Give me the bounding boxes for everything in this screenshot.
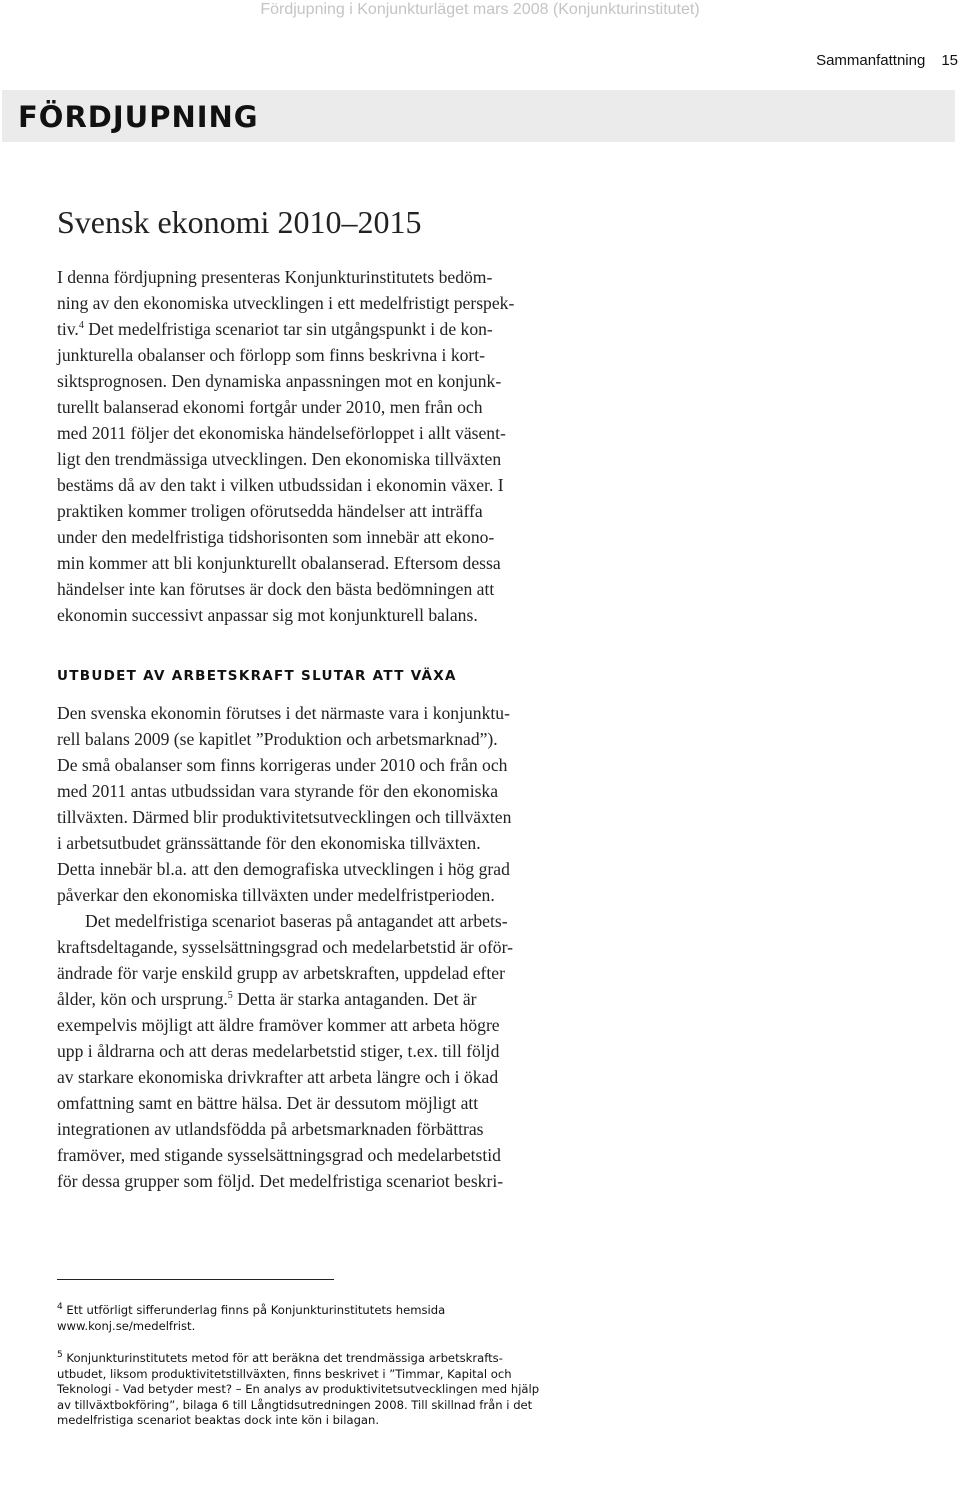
footnote-5 xyxy=(57,1351,617,1429)
text-line: turellt balanserad ekonomi fortgår under 2010, men från och xyxy=(57,397,483,417)
footnote-line: av tillväxtbokföring”, bilaga 6 till Långtidsutredningen 2008. Till skillnad från i det xyxy=(57,1397,533,1412)
text-line xyxy=(57,316,617,342)
text-line: ligt den trendmässiga utvecklingen. Den ekonomiska tillväxten xyxy=(57,449,502,469)
text-line: upp i åldrarna och att deras medelarbetstid stiger, t.ex. till följd xyxy=(57,1041,500,1061)
text-line: av starkare ekonomiska drivkrafter att arbeta längre och i ökad xyxy=(57,1067,499,1087)
section-banner xyxy=(2,90,955,142)
footnote-line: Teknologi - Vad betyder mest? – En analys av produktivitetsutvecklingen med hjälp xyxy=(57,1382,540,1397)
text-line: omfattning samt en bättre hälsa. Det är dessutom möjligt att xyxy=(57,1093,479,1113)
footnote-4 xyxy=(57,1303,617,1334)
page-number: 15 xyxy=(941,52,958,69)
footnote-ref-5: 5 xyxy=(227,990,233,1002)
text-line: De små obalanser som finns korrigeras under 2010 och från och xyxy=(57,755,508,775)
banner-label: FÖRDJUPNING xyxy=(18,100,259,134)
text-line: ekonomin successivt anpassar sig mot konjunkturell balans. xyxy=(57,605,478,625)
text-line: i arbetsutbudet gränssättande för den ekonomiska tillväxten. xyxy=(57,833,481,853)
text-line: påverkar den ekonomiska tillväxten under medelfristperioden. xyxy=(57,885,495,905)
text-line: med 2011 följer det ekonomiska händelseförloppet i allt väsent- xyxy=(57,423,506,443)
body-paragraph-2 xyxy=(57,908,617,1194)
text-line: händelser inte kan förutses är dock den bästa bedömningen att xyxy=(57,579,495,599)
text-line: praktiken kommer troligen oförutsedda händelser att inträffa xyxy=(57,501,483,521)
text-line: kraftsdeltagande, sysselsättningsgrad och medelarbetstid är oför- xyxy=(57,937,513,957)
text-line: I denna fördjupning presenteras Konjunkturinstitutets bedöm- xyxy=(57,267,493,287)
text-line: tillväxten. Därmed blir produktivitetsutvecklingen och tillväxten xyxy=(57,807,512,827)
footnote-line xyxy=(57,1303,617,1319)
text-span: Konjunkturinstitutets metod för att beräkna det trendmässiga arbetskrafts- xyxy=(66,1351,503,1365)
text-line: ning av den ekonomiska utvecklingen i ett medelfristigt perspek- xyxy=(57,293,515,313)
text-span: Det medelfristiga scenariot tar sin utgångspunkt i de kon- xyxy=(83,319,493,339)
text-line: ändrade för varje enskild grupp av arbetskraften, uppdelad efter xyxy=(57,963,505,983)
text-line: för dessa grupper som följd. Det medelfristiga scenariot beskri- xyxy=(57,1171,504,1191)
footnote-divider xyxy=(57,1279,334,1280)
text-line: integrationen av utlandsfödda på arbetsmarknaden förbättras xyxy=(57,1119,484,1139)
footnote-ref-4: 4 xyxy=(78,320,84,332)
section-heading: UTBUDET AV ARBETSKRAFT SLUTAR ATT VÄXA xyxy=(57,668,457,684)
text-span: ålder, kön och ursprung. xyxy=(57,989,228,1009)
running-head xyxy=(816,52,958,69)
text-line: min kommer att bli konjunkturellt obalanserad. Eftersom dessa xyxy=(57,553,501,573)
text-span: Ett utförligt sifferunderlag finns på Konjunkturinstitutets hemsida xyxy=(66,1303,446,1317)
text-line: rell balans 2009 (se kapitlet ”Produktion och arbetsmarknad”). xyxy=(57,729,498,749)
text-line: Den svenska ekonomin förutses i det närmaste vara i konjunktu- xyxy=(57,703,510,723)
text-line: siktsprognosen. Den dynamiska anpassningen mot en konjunk- xyxy=(57,371,502,391)
text-line: med 2011 antas utbudssidan vara styrande för den ekonomiska xyxy=(57,781,499,801)
footnote-line: utbudet, liksom produktivitetstillväxten, finns beskrivet i ”Timmar, Kapital och xyxy=(57,1366,512,1381)
text-span: tiv. xyxy=(57,319,79,339)
text-line: Det medelfristiga scenariot baseras på antagandet att arbets- xyxy=(85,911,508,931)
footnote-number: 4 xyxy=(57,1302,63,1313)
text-line: junkturella obalanser och förlopp som finns beskrivna i kort- xyxy=(57,345,486,365)
footnote-link[interactable]: www.konj.se/medelfrist. xyxy=(57,1318,196,1333)
article-title: Svensk ekonomi 2010–2015 xyxy=(57,204,422,240)
body-paragraph-1 xyxy=(57,700,617,908)
text-line xyxy=(57,986,617,1012)
footnote-line xyxy=(57,1351,617,1367)
text-line: framöver, med stigande sysselsättningsgrad och medelarbetstid xyxy=(57,1145,501,1165)
text-span: Detta är starka antaganden. Det är xyxy=(232,989,477,1009)
running-head-section: Sammanfattning xyxy=(816,52,926,69)
text-line: Detta innebär bl.a. att den demografiska utvecklingen i hög grad xyxy=(57,859,510,879)
text-line: exempelvis möjligt att äldre framöver kommer att arbeta högre xyxy=(57,1015,500,1035)
footnote-line: medelfristiga scenariot beaktas dock inte kön i bilagan. xyxy=(57,1413,380,1428)
footnote-number: 5 xyxy=(57,1350,63,1361)
text-line: bestäms då av den takt i vilken utbudssidan i ekonomin växer. I xyxy=(57,475,504,495)
document-source-title: Fördjupning i Konjunkturläget mars 2008 (Konjunkturinstitutet) xyxy=(260,1,700,18)
intro-paragraph xyxy=(57,264,617,628)
text-line: under den medelfristiga tidshorisonten som innebär att ekono- xyxy=(57,527,495,547)
